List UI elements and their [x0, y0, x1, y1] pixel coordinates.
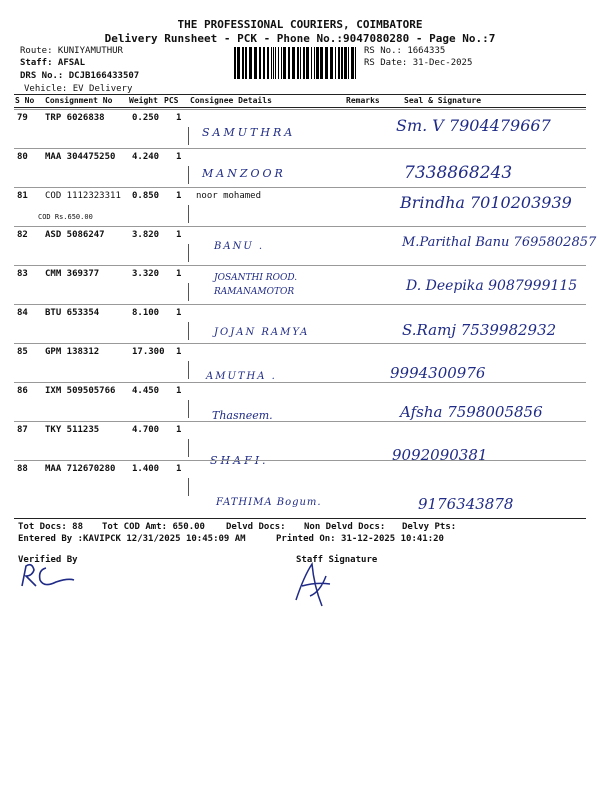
barcode — [234, 47, 360, 79]
verifier-signature — [18, 560, 78, 590]
table-row — [14, 421, 586, 467]
row-pcs: 1 — [176, 269, 182, 279]
row-sno: 82 — [17, 230, 28, 240]
handwritten-consignee: Thasneem. — [212, 409, 273, 422]
handwritten-consignee: SHAFI. — [210, 454, 269, 467]
non-delivered-docs: Non Delvd Docs: — [304, 522, 386, 532]
row-sno: 84 — [17, 308, 28, 318]
row-weight: 4.240 — [132, 152, 160, 162]
table-row — [14, 109, 586, 149]
printed-on: Printed On: 31-12-2025 10:41:20 — [276, 534, 444, 544]
handwritten-consignee: MANZOOR — [202, 167, 286, 180]
handwritten-signature: D. Deepika 9087999115 — [406, 278, 578, 294]
handwritten-consignee: FATHIMA Bogum. — [216, 497, 322, 508]
row-sno: 87 — [17, 425, 28, 435]
row-consignment: CMM 369377 — [45, 269, 100, 279]
handwritten-signature: S.Ramj 7539982932 — [402, 321, 557, 339]
table-row — [14, 343, 586, 383]
row-pcs: 1 — [176, 230, 182, 240]
table-row — [14, 148, 586, 188]
row-divider — [188, 166, 189, 184]
col-consignee-header: Consignee Details — [190, 96, 272, 105]
handwritten-consignee: BANU . — [214, 241, 265, 252]
row-consignment: MAA 304475250 — [45, 152, 116, 162]
row-cod-amount: COD Rs.650.00 — [38, 213, 93, 221]
row-sno: 80 — [17, 152, 28, 162]
row-pcs: 1 — [176, 308, 182, 318]
row-pcs: 1 — [176, 191, 182, 201]
row-weight: 3.320 — [132, 269, 160, 279]
handwritten-signature: Sm. V 7904479667 — [396, 116, 551, 135]
rs-number: RS No.: 1664335 — [364, 46, 446, 56]
row-pcs: 1 — [176, 425, 182, 435]
row-pcs: 1 — [176, 386, 182, 396]
row-divider — [188, 478, 189, 496]
row-weight: 4.700 — [132, 425, 160, 435]
handwritten-signature: 9994300976 — [390, 364, 486, 382]
row-sno: 79 — [17, 113, 28, 123]
row-consignment: BTU 653354 — [45, 308, 100, 318]
delivered-docs: Delvd Docs: — [226, 522, 286, 532]
delivery-points: Delvy Pts: — [402, 522, 457, 532]
row-consignment: COD 1112323311 — [45, 191, 121, 201]
staff-signature-label: Staff Signature — [296, 555, 378, 565]
row-consignment: TRP 6026838 — [45, 113, 105, 123]
handwritten-signature: 7338868243 — [404, 163, 513, 183]
row-sno: 88 — [17, 464, 28, 474]
table-row — [14, 460, 586, 517]
row-divider — [188, 439, 189, 457]
row-consignment: MAA 712670280 — [45, 464, 116, 474]
row-pcs: 1 — [176, 347, 182, 357]
row-sno: 85 — [17, 347, 28, 357]
row-divider — [188, 400, 189, 418]
col-consignment-header: Consignment No — [45, 96, 113, 105]
row-divider — [188, 244, 189, 262]
row-divider — [188, 283, 189, 301]
col-weight-header: Weight — [129, 96, 158, 105]
handwritten-signature: 9092090381 — [392, 446, 488, 464]
table-row — [14, 226, 597, 266]
table-row — [14, 187, 586, 227]
row-weight: 17.300 — [132, 347, 165, 357]
row-consignment: TKY 511235 — [45, 425, 100, 435]
header-divider-bottom — [14, 107, 586, 108]
col-sno-header: S No — [15, 96, 35, 105]
row-consignment: GPM 138312 — [45, 347, 100, 357]
table-row — [14, 382, 586, 422]
row-consignment: ASD 5086247 — [45, 230, 105, 240]
company-title: THE PROFESSIONAL COURIERS, COIMBATORE — [177, 18, 423, 31]
handwritten-consignee: AMUTHA . — [206, 371, 277, 382]
route-label: Route: KUNIYAMUTHUR — [20, 46, 123, 56]
runsheet-subtitle: Delivery Runsheet - PCK - Phone No.:9047080280 - Page No.:7 — [104, 32, 496, 45]
row-sno: 81 — [17, 191, 28, 201]
vehicle-label: Vehicle: EV Delivery — [24, 84, 133, 94]
handwritten-signature: Afsha 7598005856 — [400, 403, 543, 421]
row-consignment: IXM 509505766 — [45, 386, 116, 396]
handwritten-signature: Brindha 7010203939 — [400, 193, 572, 212]
table-row — [14, 304, 586, 344]
total-docs: Tot Docs: 88 — [18, 522, 84, 532]
row-weight: 0.850 — [132, 191, 160, 201]
row-pcs: 1 — [176, 113, 182, 123]
row-weight: 1.400 — [132, 464, 160, 474]
row-weight: 8.100 — [132, 308, 160, 318]
row-consignee: noor mohamed — [196, 191, 262, 201]
verified-by-label: Verified By — [18, 555, 78, 565]
handwritten-consignee: JOSANTHI ROOD. RAMANAMOTOR — [214, 273, 298, 297]
staff-signature — [286, 556, 342, 612]
col-pcs-header: PCS — [164, 96, 179, 105]
handwritten-signature: 9176343878 — [418, 495, 514, 513]
entered-by: Entered By :KAVIPCK 12/31/2025 10:45:09 AM — [18, 534, 246, 544]
total-cod-amount: Tot COD Amt: 650.00 — [102, 522, 205, 532]
row-divider — [188, 322, 189, 340]
header-divider-top — [14, 94, 586, 95]
row-sno: 83 — [17, 269, 28, 279]
handwritten-signature: M.Parithal Banu 7695802857 — [402, 235, 597, 250]
col-seal-header: Seal & Signature — [404, 96, 482, 105]
row-divider — [188, 127, 189, 145]
row-weight: 0.250 — [132, 113, 160, 123]
col-remarks-header: Remarks — [346, 96, 380, 105]
row-weight: 4.450 — [132, 386, 160, 396]
table-row — [14, 265, 586, 305]
staff-label: Staff: AFSAL — [20, 58, 86, 68]
row-divider — [188, 205, 189, 223]
footer-divider — [14, 518, 586, 519]
drs-number: DRS No.: DCJB166433507 — [20, 71, 140, 81]
rs-date: RS Date: 31-Dec-2025 — [364, 58, 473, 68]
row-divider — [188, 361, 189, 379]
row-sno: 86 — [17, 386, 28, 396]
handwritten-consignee: SAMUTHRA — [202, 126, 296, 139]
row-weight: 3.820 — [132, 230, 160, 240]
row-pcs: 1 — [176, 152, 182, 162]
row-pcs: 1 — [176, 464, 182, 474]
handwritten-consignee: JOJAN RAMYA — [214, 327, 310, 338]
